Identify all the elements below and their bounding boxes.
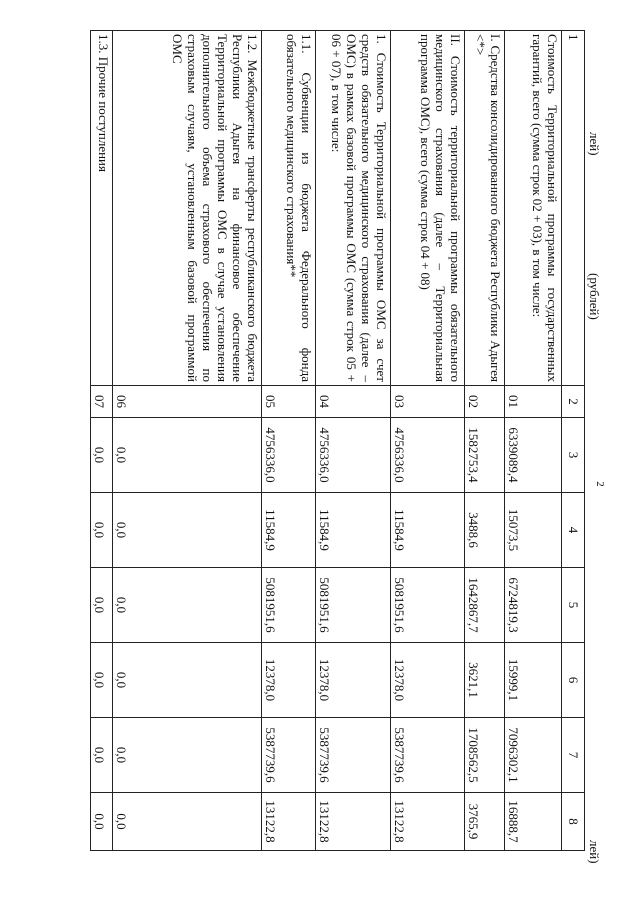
value-cell: 5387739,6 xyxy=(262,718,316,793)
value-cell: 5081951,6 xyxy=(262,568,316,643)
unit-fragment-middle: (рублей) xyxy=(587,273,602,320)
value-cell: 0,0 xyxy=(91,643,113,718)
financing-table xyxy=(90,30,585,851)
table-row xyxy=(465,31,504,851)
header-cell: 5 xyxy=(562,568,585,643)
value-cell: 15073,5 xyxy=(504,493,561,568)
row-code: 02 xyxy=(465,386,504,418)
value-cell: 12378,0 xyxy=(391,643,465,718)
value-cell: 11584,9 xyxy=(262,493,316,568)
row-code: 06 xyxy=(112,386,262,418)
value-cell: 5387739,6 xyxy=(315,718,390,793)
value-cell: 3765,9 xyxy=(465,793,504,851)
header-cell: 1 xyxy=(562,31,585,386)
value-cell: 5081951,6 xyxy=(391,568,465,643)
value-cell: 1708562,5 xyxy=(465,718,504,793)
value-cell: 5387739,6 xyxy=(391,718,465,793)
row-description: 1. Стоимость Территориальной программы ОМС за счет средств обязательного медицинского страхования (далее – ОМС) в рамках базовой программы ОМС (сумма строк 05 + 06 + 07), в том числе: xyxy=(315,31,390,386)
unit-fragment-right: лей) xyxy=(587,840,602,864)
row-description: I. Средства консолидированного бюджета Республики Адыгея <*> xyxy=(465,31,504,386)
value-cell: 15999,1 xyxy=(504,643,561,718)
header-cell: 2 xyxy=(562,386,585,418)
value-cell: 6724819,3 xyxy=(504,568,561,643)
value-cell: 13122,8 xyxy=(391,793,465,851)
row-code: 01 xyxy=(504,386,561,418)
value-cell: 0,0 xyxy=(112,418,262,493)
rotated-table-scan xyxy=(90,30,602,864)
table-row xyxy=(391,31,465,851)
table-row xyxy=(262,31,316,851)
value-cell: 0,0 xyxy=(112,718,262,793)
value-cell: 3621,1 xyxy=(465,643,504,718)
value-cell: 12378,0 xyxy=(315,643,390,718)
table-row xyxy=(504,31,561,851)
table-row xyxy=(91,31,113,851)
value-cell: 0,0 xyxy=(112,493,262,568)
value-cell: 0,0 xyxy=(91,718,113,793)
header-cell: 3 xyxy=(562,418,585,493)
value-cell: 0,0 xyxy=(91,493,113,568)
value-cell: 13122,8 xyxy=(262,793,316,851)
row-description: II. Стоимость территориальной программы обязательного медицинского страхования (далее – Территориальная программа ОМС), всего (сумма строк 04 + 08) xyxy=(391,31,465,386)
row-description: 1.2. Межбюджетные трансферты республиканского бюджета Республики Адыгея на финансовое обеспечение Территориальной программы ОМС в случае установления дополнительного объема страхового обеспечения по страховым случаям, установленным базовой программой ОМС xyxy=(112,31,262,386)
row-description: Стоимость Территориальной программы государственных гарантий, всего (сумма строк 02 + 03), в том числе: xyxy=(504,31,561,386)
table-row xyxy=(315,31,390,851)
value-cell: 0,0 xyxy=(91,793,113,851)
value-cell: 5081951,6 xyxy=(315,568,390,643)
value-cell: 0,0 xyxy=(112,793,262,851)
value-cell: 3488,6 xyxy=(465,493,504,568)
value-cell: 1642867,7 xyxy=(465,568,504,643)
value-cell: 4756336,0 xyxy=(315,418,390,493)
value-cell: 11584,9 xyxy=(315,493,390,568)
unit-fragment-left: лей) xyxy=(587,132,602,156)
value-cell: 0,0 xyxy=(112,643,262,718)
value-cell: 0,0 xyxy=(91,568,113,643)
row-code: 05 xyxy=(262,386,316,418)
value-cell: 0,0 xyxy=(91,418,113,493)
value-cell: 7096302,1 xyxy=(504,718,561,793)
value-cell: 11584,9 xyxy=(391,493,465,568)
value-cell: 13122,8 xyxy=(315,793,390,851)
table-header-row xyxy=(562,31,585,851)
row-code: 04 xyxy=(315,386,390,418)
value-cell: 4756336,0 xyxy=(262,418,316,493)
row-description: 1.3. Прочие поступления xyxy=(91,31,113,386)
header-cell: 8 xyxy=(562,793,585,851)
row-description: 1.1. Субвенции из бюджета Федерального фонда обязательного медицинского страхования** xyxy=(262,31,316,386)
value-cell: 0,0 xyxy=(112,568,262,643)
header-cell: 4 xyxy=(562,493,585,568)
value-cell: 1582753,4 xyxy=(465,418,504,493)
table-row xyxy=(112,31,262,851)
header-cell: 7 xyxy=(562,718,585,793)
value-cell: 12378,0 xyxy=(262,643,316,718)
value-cell: 16888,7 xyxy=(504,793,561,851)
row-code: 03 xyxy=(391,386,465,418)
value-cell: 4756336,0 xyxy=(391,418,465,493)
row-code: 07 xyxy=(91,386,113,418)
page-number: 2 xyxy=(593,481,606,487)
value-cell: 6339089,4 xyxy=(504,418,561,493)
header-cell: 6 xyxy=(562,643,585,718)
